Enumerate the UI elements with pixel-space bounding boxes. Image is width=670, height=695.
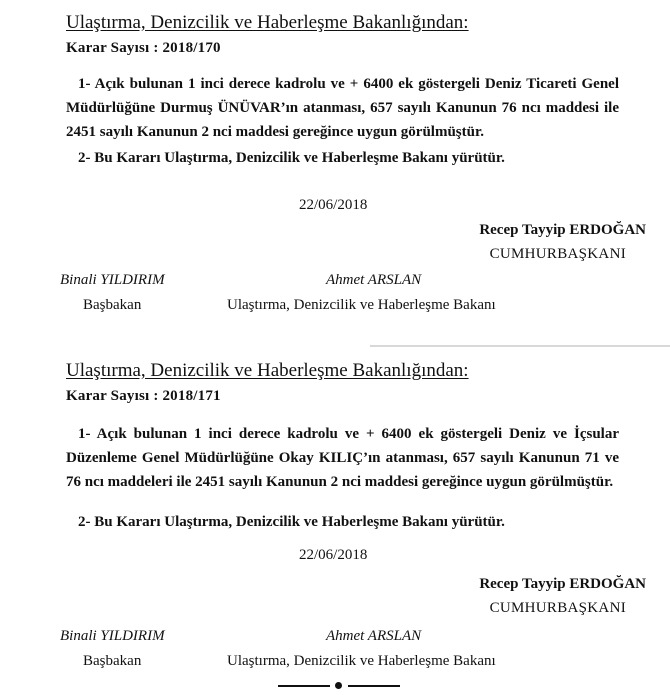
- minister-title: Ulaştırma, Denizcilik ve Haberleşme Bakanı: [227, 297, 496, 313]
- president-name: Recep Tayyip ERDOĞAN: [479, 576, 646, 592]
- article-1-paragraph: 1- Açık bulunan 1 inci derece kadrolu ve + 6400 ek göstergeli Deniz Ticareti Genel Müdürlüğüne Durmuş ÜNÜVAR’ın atanması, 657 sayılı Kanunun 76 ncı maddesi ile 2451 sayılı Kanunun 2 nci maddesi gereğince uygun görülmüştür.: [66, 76, 619, 140]
- decision-number: Karar Sayısı : 2018/170: [66, 40, 221, 56]
- decision-date: 22/06/2018: [299, 547, 368, 563]
- president-title: CUMHURBAŞKANI: [489, 600, 626, 616]
- prime-minister-name: Binali YILDIRIM: [60, 628, 165, 644]
- end-of-section-ornament: [278, 681, 400, 691]
- section-divider: [370, 345, 670, 347]
- prime-minister-title: Başbakan: [83, 653, 142, 669]
- ministry-heading: Ulaştırma, Denizcilik ve Haberleşme Bakanlığından:: [66, 360, 469, 381]
- article-2-paragraph: 2- Bu Kararı Ulaştırma, Denizcilik ve Haberleşme Bakanı yürütür.: [78, 514, 505, 530]
- decision-date: 22/06/2018: [299, 197, 368, 213]
- minister-name: Ahmet ARSLAN: [326, 628, 422, 644]
- decision-number: Karar Sayısı : 2018/171: [66, 388, 221, 404]
- ornament-rule-left: [278, 685, 330, 687]
- ornament-rule-right: [348, 685, 400, 687]
- prime-minister-title: Başbakan: [83, 297, 142, 313]
- prime-minister-name: Binali YILDIRIM: [60, 272, 165, 288]
- ornament-dot-icon: [335, 682, 342, 689]
- decision-2018-170: [0, 0, 670, 345]
- ministry-heading: Ulaştırma, Denizcilik ve Haberleşme Bakanlığından:: [66, 12, 469, 33]
- president-name: Recep Tayyip ERDOĞAN: [479, 222, 646, 238]
- president-title: CUMHURBAŞKANI: [489, 246, 626, 262]
- article-2-paragraph: 2- Bu Kararı Ulaştırma, Denizcilik ve Haberleşme Bakanı yürütür.: [78, 150, 505, 166]
- decision-2018-171: [0, 348, 670, 695]
- minister-title: Ulaştırma, Denizcilik ve Haberleşme Bakanı: [227, 653, 496, 669]
- article-1-paragraph: 1- Açık bulunan 1 inci derece kadrolu ve + 6400 ek göstergeli Deniz ve İçsular Düzenleme Genel Müdürlüğüne Okay KILIÇ’ın atanması, 657 sayılı Kanunun 71 ve 76 ncı maddeleri ile 2451 sayılı Kanunun 2 nci maddesi gereğince uygun görülmüştür.: [66, 426, 619, 490]
- minister-name: Ahmet ARSLAN: [326, 272, 422, 288]
